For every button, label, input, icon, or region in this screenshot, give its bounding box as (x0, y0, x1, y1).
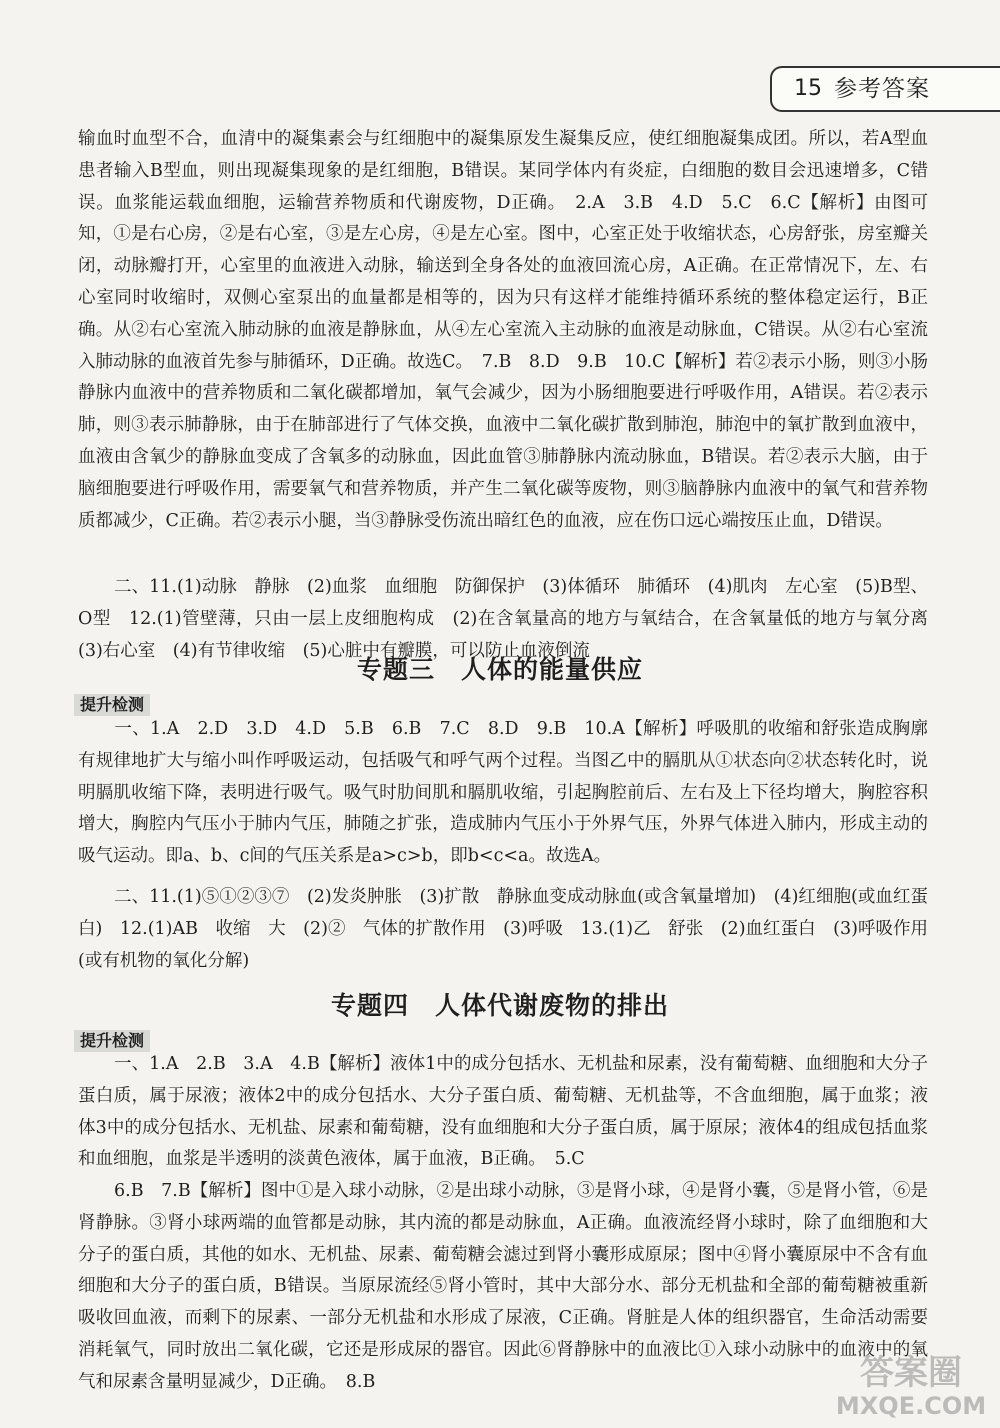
prev-answer-text: 输血时血型不合，血清中的凝集素会与红细胞中的凝集原发生凝集反应，使红细胞凝集成团。所以，若A型血患者输入B型血，则出现凝集现象的是红细胞，B错误。某同学体内有炎症，白细胞的数目会迅速增多，C错误。血浆能运载血细胞，运输营养物质和代谢废物，D正确。 2.A 3.B 4.D 5.C 6.C【解析】由图可知，①是右心房，②是右心室，③是左心房，④是左心室。图中，心室正处于收缩状态，心房舒张，房室瓣关闭，动脉瓣打开，心室里的血液进入动脉，输送到全身各处的血液回流心房，A正确。在正常情况下，左、右心室同时收缩时，双侧心室泵出的血量都是相等的，因为只有这样才能维持循环系统的整体稳定运行，B正确。从②右心室流入肺动脉的血液是静脉血，从④左心室流入主动脉的血液是动脉血，C错误。从②右心室流入肺动脉的血液首先参与肺循环，D正确。故选C。 7.B 8.D 9.B 10.C【解析】若②表示小肠，则③小肠静脉内血液中的营养物质和二氧化碳都增加，氧气会减少，因为小肠细胞要进行呼吸作用，A错误。若②表示肺，则③表示肺静脉，由于在肺部进行了气体交换，血液中二氧化碳扩散到肺泡，肺泡中的氧扩散到血液中，血液由含氧少的静脉血变成了含氧多的动脉血，因此血管③肺静脉内流动脉血，B错误。若②表示大脑，由于脑细胞要进行呼吸作用，需要氧气和营养物质，并产生二氧化碳等废物，则③脑静脉内血液中的氧气和营养物质都减少，C正确。若②表示小腿，当③静脉受伤流出暗红色的血液，应在伤口远心端按压止血，D错误。 (78, 129, 928, 531)
section-heading-4: 专题四 人体代谢废物的排出 (330, 991, 669, 1020)
page-number: 15 (794, 76, 822, 101)
section3-part2-text: 二、11.(1)⑤①②③⑦ (2)发炎肿胀 (3)扩散 静脉血变成动脉血(或含氧量增加) (4)红细胞(或血红蛋白) 12.(1)AB 收缩 大 (2)② 气体的扩散作用 (3)呼吸 13.(1)乙 舒张 (2)血红蛋白 (3)呼吸作用(或有机物的氧化分解) (78, 887, 928, 971)
watermark-line1: 答案圈 (860, 1353, 962, 1393)
page-header-tab (770, 66, 1000, 112)
watermark-line2: MXQE.COM (836, 1392, 986, 1420)
section4-part2 (78, 1176, 928, 1399)
section4-subheading: 提升检测 (74, 1030, 150, 1052)
site-watermark-logo (836, 1340, 986, 1422)
prev-answer-part2-text: 二、11.(1)动脉 静脉 (2)血浆 血细胞 防御保护 (3)体循环 肺循环 (4)肌肉 左心室 (5)B型、O型 12.(1)管壁薄，只由一层上皮细胞构成 (2)在含氧量高的地方与氧结合，在含氧量低的地方与氧分离 (3)右心室 (4)有节律收缩 (5)心脏中有瓣膜，可以防止血液倒流 (78, 577, 946, 661)
section4-part1-text: 一、1.A 2.B 3.A 4.B【解析】液体1中的成分包括水、无机盐和尿素，没有葡萄糖、血细胞和大分子蛋白质，属于尿液；液体2中的成分包括水、大分子蛋白质、葡萄糖、无机盐等，不含血细胞，属于血浆；液体3中的成分包括水、无机盐、尿素和葡萄糖，没有血细胞和大分子蛋白质，属于原尿；液体4的组成包括血浆和血细胞，血浆是半透明的淡黄色液体，属于血液，B正确。 5.C (78, 1054, 928, 1170)
section3-part1 (78, 714, 928, 873)
section4-part1 (78, 1049, 928, 1176)
section3-part1-text: 一、1.A 2.D 3.D 4.D 5.B 6.B 7.C 8.D 9.B 10.A【解析】呼吸肌的收缩和舒张造成胸廓有规律地扩大与缩小叫作呼吸运动，包括吸气和呼气两个过程。当图乙中的膈肌从①状态向②状态转化时，说明膈肌收缩下降，表明进行吸气。吸气时肋间肌和膈肌收缩，引起胸腔前后、左右及上下径均增大，胸腔容积增大，胸腔内气压小于肺内气压，肺随之扩张，造成肺内气压小于外界气压，外界气体进入肺内，形成主动的吸气运动。即a、b、c间的气压关系是a>c>b，即b<c<a。故选A。 (78, 719, 928, 867)
section4-part2-text: 6.B 7.B【解析】图中①是入球小动脉，②是出球小动脉，③是肾小球，④是肾小囊，⑤是肾小管，⑥是肾静脉。③肾小球两端的血管都是动脉，其内流的都是动脉血，A正确。血液流经肾小球时，除了血细胞和大分子的蛋白质，其他的如水、无机盐、尿素、葡萄糖会滤过到肾小囊形成原尿；图中④肾小囊原尿中不含有血细胞和大分子的蛋白质，B错误。当原尿流经⑤肾小管时，其中大部分水、部分无机盐和全部的葡萄糖被重新吸收回血液，而剩下的尿素、一部分无机盐和水形成了尿液，C正确。肾脏是人体的组织器官，生命活动需要消耗氧气，同时放出二氧化碳，它还是形成尿的器官。因此⑥肾静脉中的血液比①入球小动脉中的血液中的氧气和尿素含量明显减少，D正确。 8.B (78, 1181, 928, 1392)
prev-answer-paragraph (78, 124, 928, 537)
section3-subheading: 提升检测 (74, 694, 150, 716)
section-heading-3: 专题三 人体的能量供应 (356, 655, 643, 684)
header-title: 参考答案 (834, 76, 930, 102)
section3-part2 (78, 882, 928, 977)
